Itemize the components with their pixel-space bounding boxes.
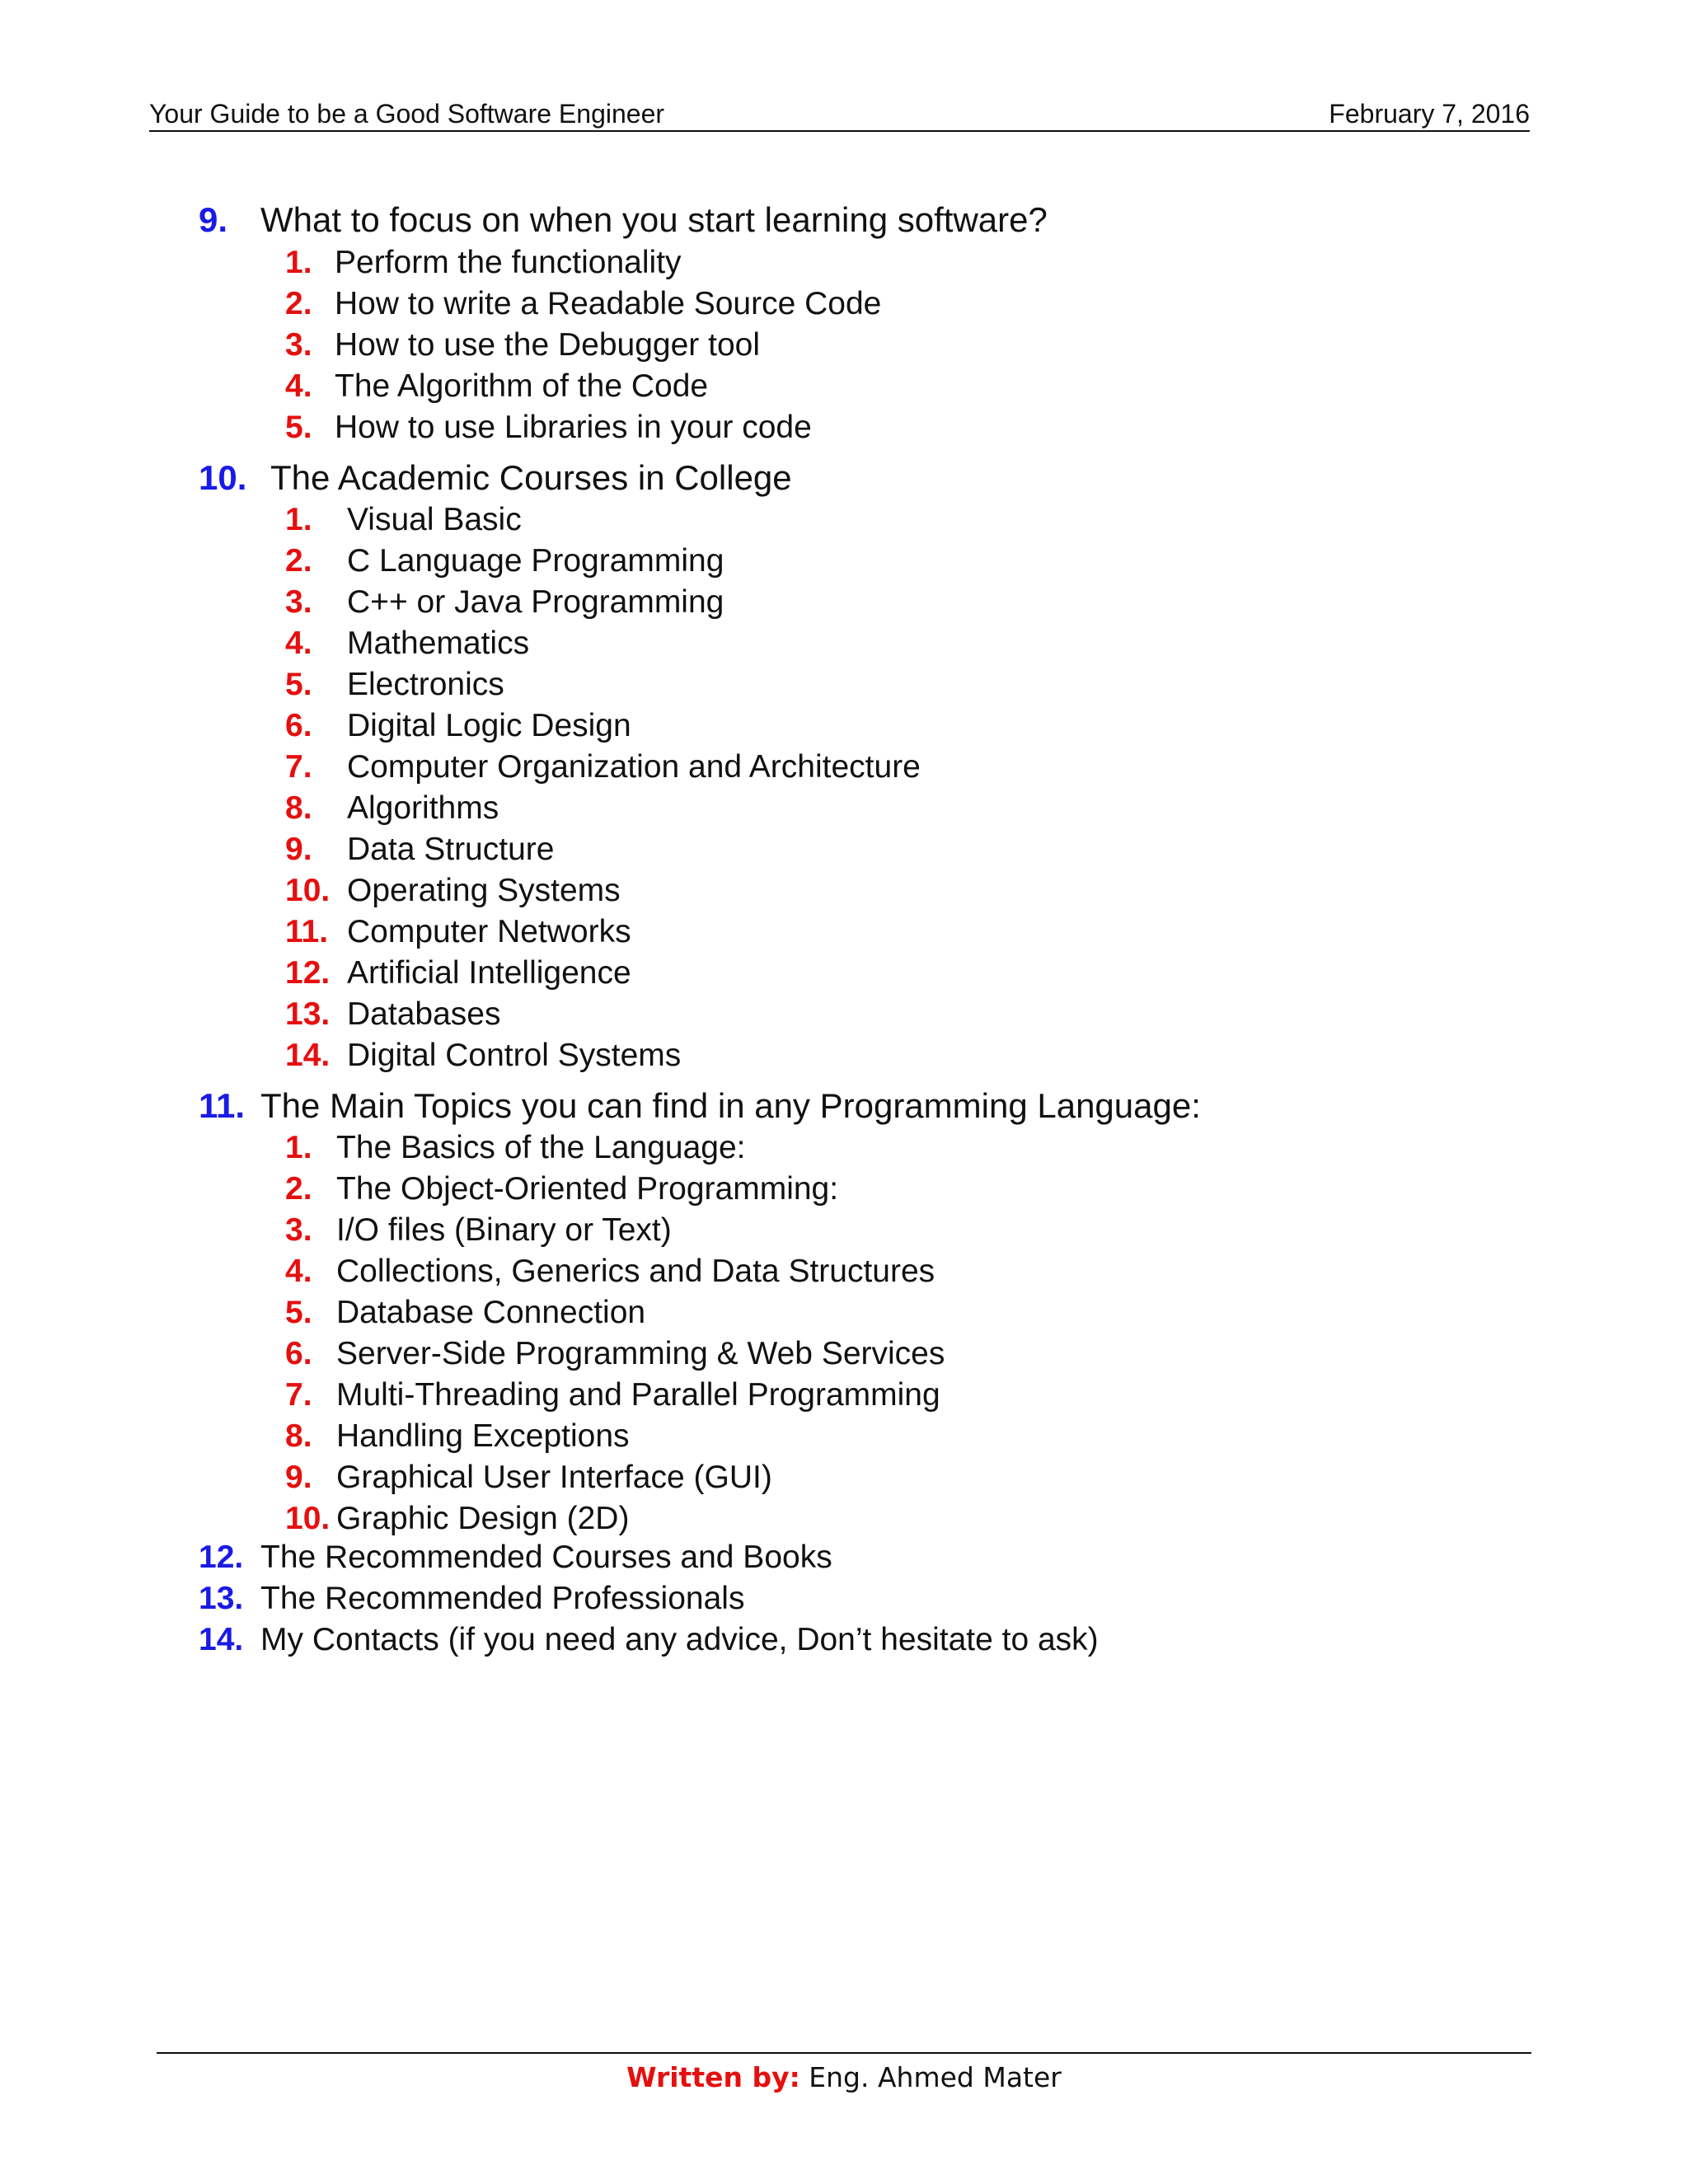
item-number: 11.: [285, 914, 329, 949]
section-title: The Recommended Courses and Books: [260, 1540, 832, 1575]
footer-divider: [157, 2052, 1531, 2054]
item-number: 4.: [285, 626, 312, 661]
footer-author: Eng. Ahmed Mater: [799, 2061, 1062, 2093]
section-number: 9.: [199, 200, 228, 239]
list-item: [285, 994, 921, 1035]
list-item: [285, 1498, 945, 1540]
section-13: [199, 1578, 744, 1619]
section-14: [199, 1619, 1099, 1661]
item-text: Collections, Generics and Data Structures: [336, 1254, 935, 1289]
item-text: Graphic Design (2D): [336, 1501, 630, 1536]
item-text: Computer Organization and Architecture: [347, 749, 921, 785]
item-number: 5.: [285, 410, 312, 445]
item-number: 2.: [285, 543, 312, 579]
item-number: 5.: [285, 1295, 312, 1330]
item-text: How to write a Readable Source Code: [335, 286, 882, 321]
item-number: 9.: [285, 832, 312, 867]
list-item: [285, 1035, 921, 1076]
item-text: C Language Programming: [347, 543, 724, 579]
list-item: [285, 747, 921, 788]
item-text: Graphical User Interface (GUI): [336, 1460, 772, 1495]
item-number: 3.: [285, 327, 312, 363]
item-text: Algorithms: [347, 790, 499, 826]
list-item: [285, 788, 921, 829]
item-text: How to use the Debugger tool: [335, 327, 760, 363]
item-text: Electronics: [347, 667, 504, 702]
section-12: [199, 1537, 832, 1578]
item-text: C++ or Java Programming: [347, 584, 724, 620]
list-item: [285, 1375, 945, 1416]
item-text: The Basics of the Language:: [336, 1130, 746, 1165]
list-item: [285, 1333, 945, 1375]
section-title: What to focus on when you start learning software?: [260, 200, 1048, 239]
list-item: [285, 1457, 945, 1498]
item-number: 7.: [285, 749, 312, 785]
list-item: [285, 325, 881, 366]
item-text: The Object-Oriented Programming:: [336, 1171, 839, 1207]
list-item: [285, 829, 921, 870]
list-item: [285, 541, 921, 582]
item-number: 9.: [285, 1460, 312, 1495]
item-text: How to use Libraries in your code: [335, 410, 812, 445]
list-item: [285, 1292, 945, 1333]
item-text: Database Connection: [336, 1295, 646, 1330]
list-item: [285, 242, 881, 284]
list-item: [285, 870, 921, 912]
item-text: Perform the functionality: [335, 245, 682, 280]
list-item: [285, 1127, 945, 1169]
list-item: [285, 1210, 945, 1251]
list-item: [285, 499, 921, 541]
item-number: 12.: [285, 955, 331, 991]
section-10-list: [285, 499, 921, 1076]
item-number: 2.: [285, 286, 312, 321]
list-item: [285, 953, 921, 994]
item-number: 6.: [285, 1336, 312, 1371]
item-number: 7.: [285, 1377, 312, 1413]
item-text: I/O files (Binary or Text): [336, 1212, 672, 1248]
page-footer: [0, 2061, 1688, 2093]
item-text: Computer Networks: [347, 914, 631, 949]
section-title: The Main Topics you can find in any Programming Language:: [260, 1086, 1201, 1125]
section-number: 12.: [199, 1540, 244, 1575]
item-text: Visual Basic: [347, 502, 522, 537]
document-date: February 7, 2016: [1329, 99, 1530, 129]
list-item: [285, 705, 921, 747]
list-item: [285, 582, 921, 623]
section-10: [199, 456, 792, 500]
item-text: Server-Side Programming & Web Services: [336, 1336, 945, 1371]
list-item: [285, 1169, 945, 1210]
item-text: The Algorithm of the Code: [335, 368, 709, 404]
list-item: [285, 1416, 945, 1457]
item-number: 4.: [285, 368, 312, 404]
item-number: 10.: [285, 873, 331, 908]
item-number: 10.: [285, 1501, 331, 1536]
item-number: 3.: [285, 1212, 312, 1248]
item-number: 8.: [285, 1418, 312, 1454]
section-9-list: [285, 242, 881, 448]
list-item: [285, 1251, 945, 1292]
item-text: Digital Logic Design: [347, 708, 631, 743]
list-item: [285, 284, 881, 325]
item-text: Data Structure: [347, 832, 555, 867]
section-number: 14.: [199, 1622, 244, 1657]
list-item: [285, 623, 921, 664]
section-number: 13.: [199, 1581, 244, 1616]
item-number: 1.: [285, 245, 312, 280]
list-item: [285, 366, 881, 407]
item-number: 6.: [285, 708, 312, 743]
section-title: My Contacts (if you need any advice, Don’t hesitate to ask): [260, 1622, 1099, 1657]
footer-label: Written by:: [626, 2061, 800, 2093]
item-text: Multi-Threading and Parallel Programming: [336, 1377, 940, 1413]
item-number: 4.: [285, 1254, 312, 1289]
section-title: The Recommended Professionals: [260, 1581, 745, 1616]
item-text: Databases: [347, 996, 501, 1032]
section-title: The Academic Courses in College: [270, 458, 792, 497]
section-number: 10.: [199, 458, 247, 497]
item-text: Artificial Intelligence: [347, 955, 631, 991]
item-number: 5.: [285, 667, 312, 702]
section-11-list: [285, 1127, 945, 1540]
item-text: Digital Control Systems: [347, 1038, 682, 1073]
item-number: 2.: [285, 1171, 312, 1207]
item-number: 8.: [285, 790, 312, 826]
page-header: [149, 97, 1530, 132]
item-number: 13.: [285, 996, 331, 1032]
document-title: Your Guide to be a Good Software Engineer: [149, 99, 665, 129]
item-number: 14.: [285, 1038, 331, 1073]
item-number: 1.: [285, 1130, 312, 1165]
item-text: Handling Exceptions: [336, 1418, 630, 1454]
list-item: [285, 912, 921, 953]
section-11: [199, 1084, 1201, 1128]
item-text: Operating Systems: [347, 873, 621, 908]
item-text: Mathematics: [347, 626, 530, 661]
item-number: 1.: [285, 502, 312, 537]
section-number: 11.: [199, 1086, 246, 1125]
list-item: [285, 407, 881, 448]
list-item: [285, 664, 921, 705]
item-number: 3.: [285, 584, 312, 620]
section-9: [199, 198, 1048, 242]
